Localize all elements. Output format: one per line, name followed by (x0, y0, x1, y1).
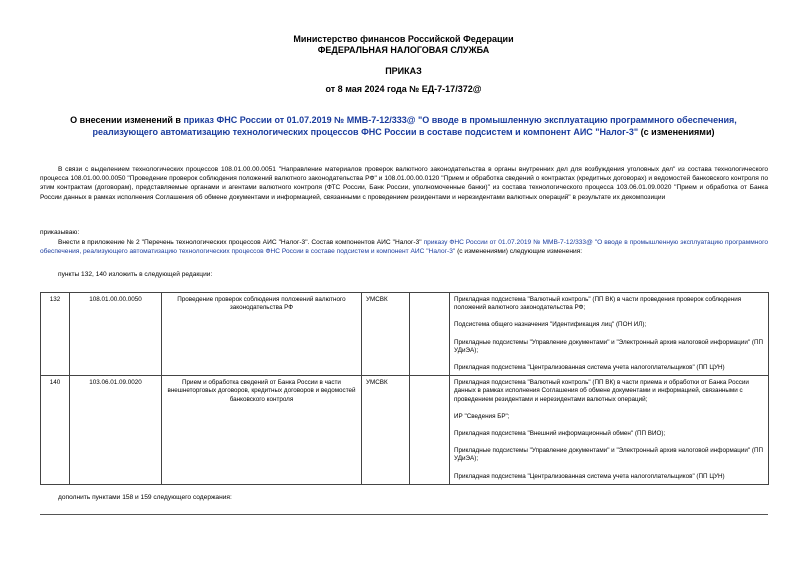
responsible-unit: УМСВК (362, 293, 410, 376)
table-row (41, 293, 769, 376)
subsystem-item: Подсистема общего назначения "Идентификация лиц" (ПОН ИЛ); (454, 321, 647, 329)
heading-order-link[interactable]: приказ ФНС России от 01.07.2019 № ММВ-7-12/333@ "О вводе в промышленную эксплуатацию программного обеспечения, реализующего автоматизацию технологических процессов ФНС России в составе подсистем и компонент АИС "Налог-3" (92, 115, 737, 137)
process-code: 108.01.00.00.0050 (70, 293, 162, 376)
process-name: Проведение проверок соблюдения положений валютного законодательства РФ (162, 293, 362, 376)
process-table (40, 292, 769, 485)
subsystems-cell (450, 376, 769, 485)
subsystem-item: Прикладные подсистемы "Управление документами" и "Электронный архив налоговой информации" (ПП УДиЭА); (454, 338, 764, 354)
responsible-unit: УМСВК (362, 376, 410, 485)
row-number: 140 (41, 376, 70, 485)
ministry-name: Министерство финансов Российской Федерации (293, 34, 514, 44)
row-number: 132 (41, 293, 70, 376)
clause-order-link[interactable]: приказу ФНС России от 01.07.2019 № ММВ-7-12/333@ "О вводе в промышленную эксплуатацию программного обеспечения, реализующего автоматизацию технологических процессов ФНС России в составе подсистем и компонент АИС "Налог-3" (40, 239, 768, 256)
order-date: от 8 мая 2024 года № ЕД-7-17/372@ (325, 84, 482, 94)
subsystem-item: Прикладная подсистема "Валютный контроль" (ПП ВК) в части приема и обработки от Банка России данных в рамках исполнения Соглашения об обмене документами и информацией, связанными с проведением резидентами и нерезидентами валютных операций; (454, 379, 749, 403)
clause-prefix: Внести в приложение № 2 "Перечень технологических процессов АИС "Налог-3". Состав компонентов АИС "Налог-3" (58, 239, 424, 246)
subsystem-item: Прикладные подсистемы "Управление документами" и "Электронный архив налоговой информации" (ПП УДиЭА); (454, 447, 764, 463)
process-code: 103.06.01.09.0020 (70, 376, 162, 485)
empty-cell (410, 376, 450, 485)
ministry-header (0, 34, 807, 56)
page-divider (40, 514, 768, 515)
subsystem-item: Прикладная подсистема "Централизованная система учета налогоплательщиков" (ПП ЦУН) (454, 364, 725, 372)
subsystem-item: ИР "Сведения БР"; (454, 412, 510, 420)
heading-suffix: (с изменениями) (638, 127, 715, 137)
document-heading (40, 114, 767, 138)
items-note: пункты 132, 140 изложить в следующей редакции: (58, 271, 213, 278)
clause-paragraph (40, 238, 768, 256)
service-name: ФЕДЕРАЛЬНАЯ НАЛОГОВАЯ СЛУЖБА (317, 45, 490, 55)
subsystems-cell (450, 293, 769, 376)
footer-note: дополнить пунктами 158 и 159 следующего содержания: (58, 494, 232, 501)
subsystem-item: Прикладная подсистема "Внешний информационный обмен" (ПП ВИО); (454, 430, 666, 438)
clause-suffix: (с изменениями) следующие изменения: (455, 248, 583, 256)
process-name: Прием и обработка сведений от Банка России в части внешнеторговых договоров, кредитных договоров и ведомостей банковского контроля (162, 376, 362, 485)
heading-prefix: О внесении изменений в (70, 115, 184, 125)
order-title: ПРИКАЗ (385, 66, 422, 76)
subsystem-item: Прикладная подсистема "Валютный контроль" (ПП ВК) в части проведения проверок соблюдения положений валютного законодательства РФ; (454, 296, 742, 312)
subsystem-item: Прикладная подсистема "Централизованная система учета налогоплательщиков" (ПП ЦУН) (454, 472, 725, 480)
intro-paragraph: В связи с выделением технологических процессов 108.01.00.00.0051 "Направление материалов проверок валютного законодательства в органы внутренних дел для возбуждения уголовных дел" из состава технологического процесса 108.01.00.00.0050 "Проведение проверок соблюдения положений валютного законодательства РФ" и 108.01.00.00.0120 "Прием и обработка сведений о контрактах (кредитных договорах) и ведомостей банковского контроля по этим контрактам (договорам), представляемые органами и агентами валютного контроля (ФТС России, Банк России, уполномоченные банки)" из состава технологического процесса 103.06.01.09.0020 "Прием и обработка от Банка России данных в рамках исполнения Соглашения об обмене документами и информацией, связанными с проведением резидентами и нерезидентами валютных операций" в результате их декомпозиции (40, 166, 768, 201)
order-label: приказываю: (40, 229, 80, 236)
empty-cell (410, 293, 450, 376)
table-row (41, 376, 769, 485)
